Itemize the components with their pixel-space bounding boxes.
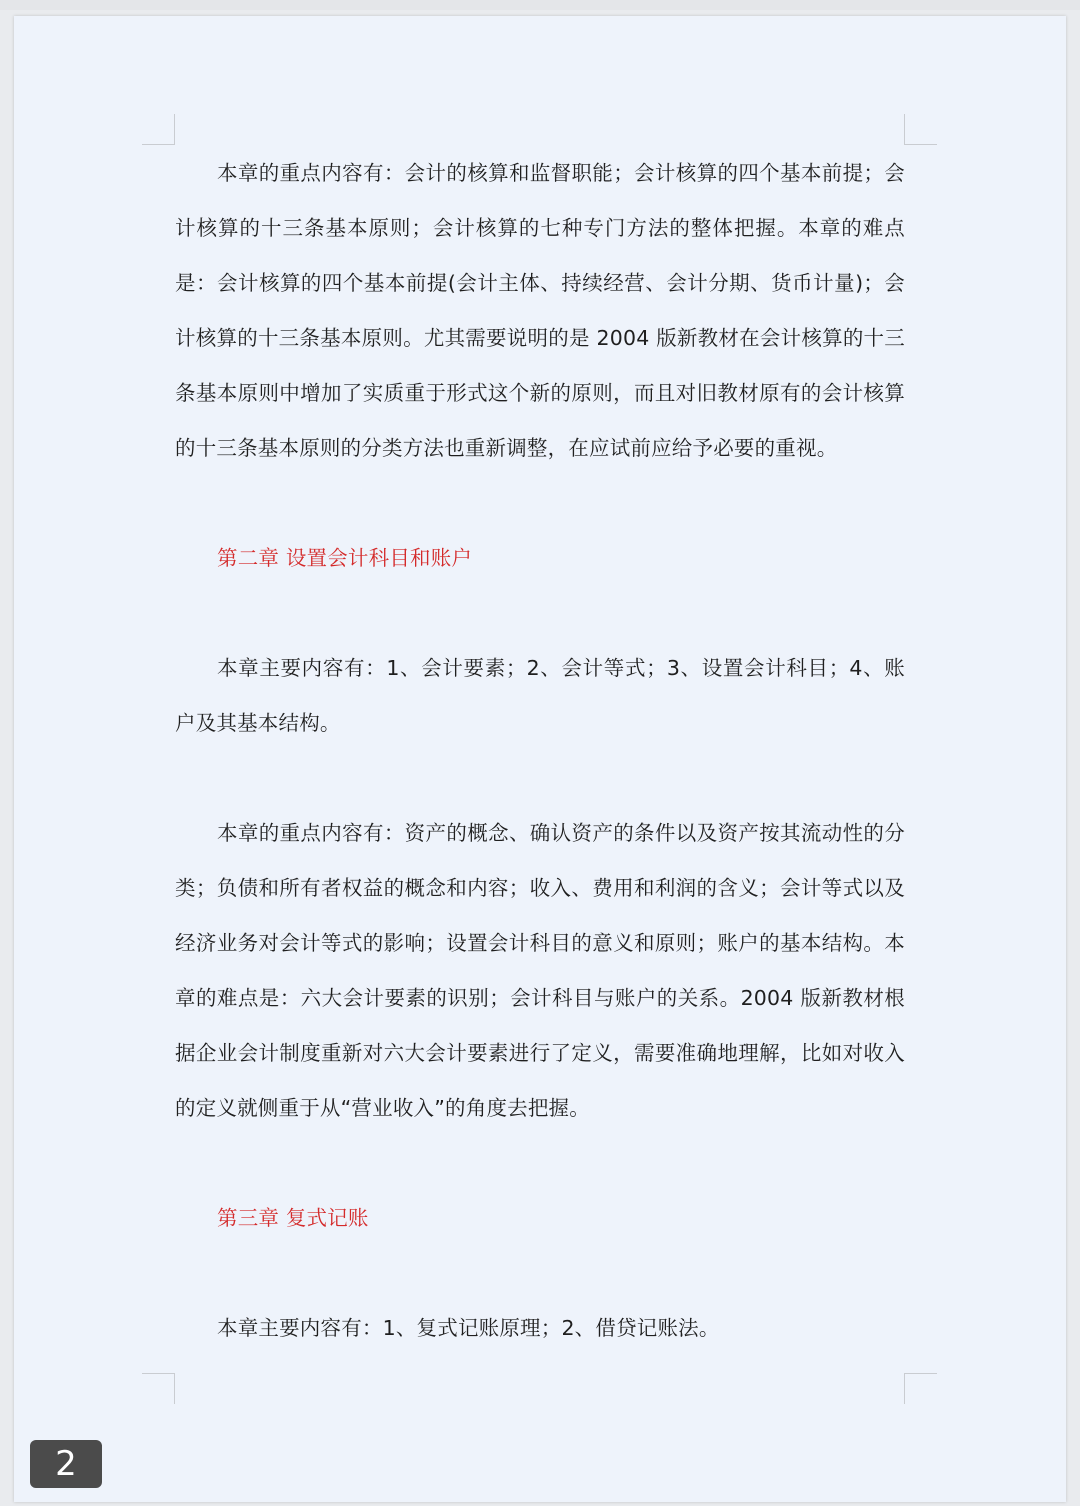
heading-chapter-3: 第三章 复式记账	[217, 1206, 369, 1230]
spacer	[175, 1136, 905, 1191]
crop-mark-bottom-right	[904, 1373, 937, 1404]
crop-mark-bottom-left	[142, 1373, 175, 1404]
viewer-top-strip	[0, 0, 1080, 10]
paragraph-chapter2-key-points: 本章的重点内容有：资产的概念、确认资产的条件以及资产按其流动性的分类；负债和所有者权益的概念和内容；收入、费用和利润的含义；会计等式以及经济业务对会计等式的影响；设置会计科目的意义和原则；账户的基本结构。本章的难点是：六大会计要素的识别；会计科目与账户的关系。2004 版新教材根据企业会计制度重新对六大会计要素进行了定义，需要准确地理解，比如对收入的定义就侧重于从“营业收入”的角度去把握。	[175, 821, 905, 1120]
paragraph-chapter3-main-content: 本章主要内容有：1、复式记账原理；2、借贷记账法。	[217, 1316, 720, 1340]
page-number-badge[interactable]: 2	[30, 1440, 102, 1488]
paragraph-chapter2-main-content: 本章主要内容有：1、会计要素；2、会计等式；3、设置会计科目；4、账户及其基本结构。	[175, 656, 905, 735]
heading-chapter-2: 第二章 设置会计科目和账户	[217, 546, 473, 570]
spacer	[175, 751, 905, 806]
document-page[interactable]	[14, 16, 1066, 1502]
spacer	[175, 1246, 905, 1301]
crop-mark-top-right	[904, 114, 937, 145]
page-content	[175, 146, 905, 1356]
spacer	[175, 586, 905, 641]
paragraph-chapter1-key-points: 本章的重点内容有：会计的核算和监督职能；会计核算的四个基本前提；会计核算的十三条基本原则；会计核算的七种专门方法的整体把握。本章的难点是：会计核算的四个基本前提(会计主体、持续经营、会计分期、货币计量)；会计核算的十三条基本原则。尤其需要说明的是 2004 版新教材在会计核算的十三条基本原则中增加了实质重于形式这个新的原则，而且对旧教材原有的会计核算的十三条基本原则的分类方法也重新调整，在应试前应给予必要的重视。	[175, 161, 905, 460]
crop-mark-top-left	[142, 114, 175, 145]
spacer	[175, 476, 905, 531]
